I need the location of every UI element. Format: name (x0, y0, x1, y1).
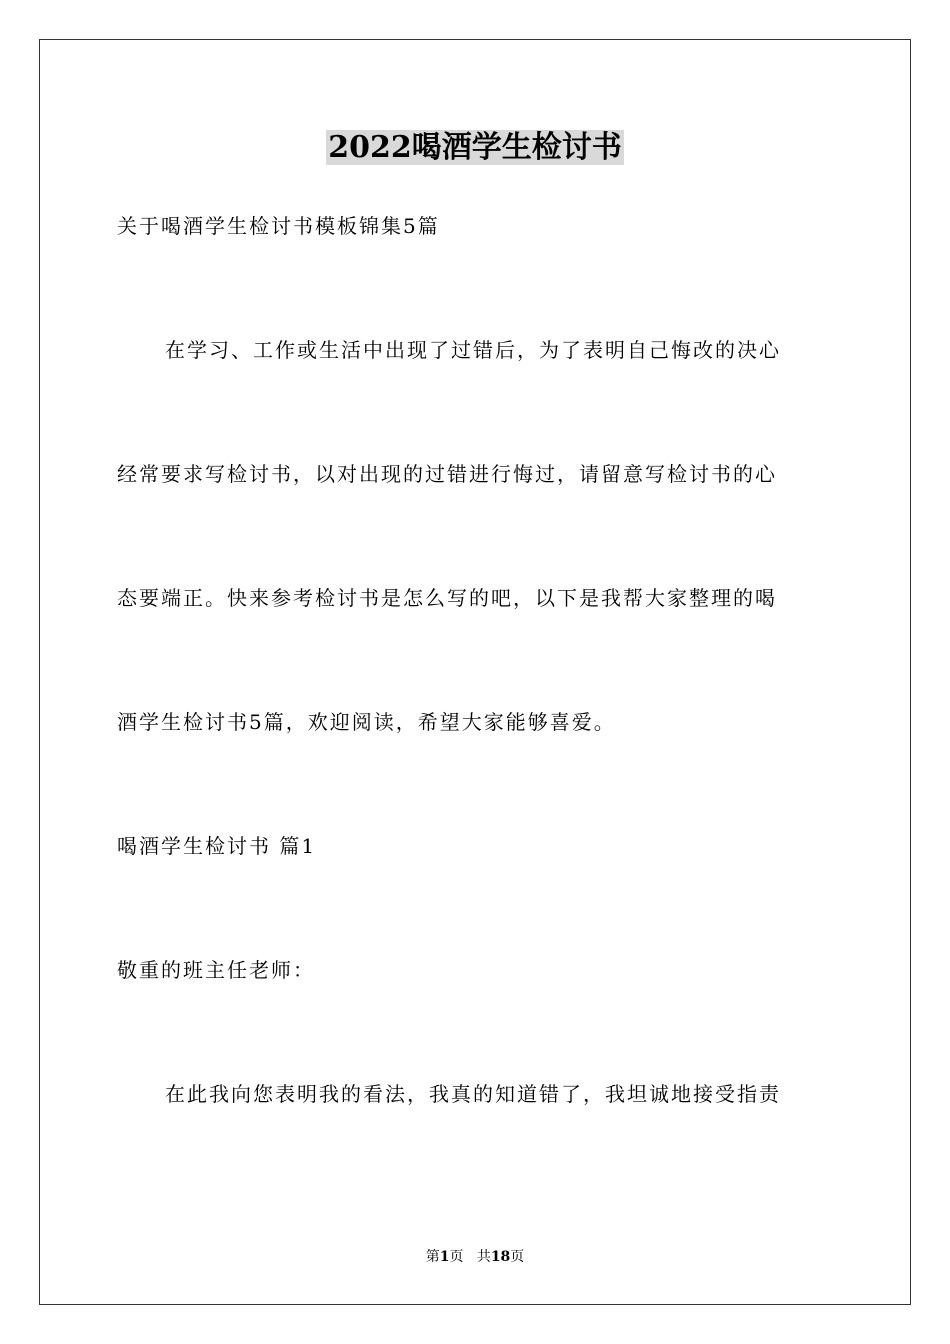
salutation: 敬重的班主任老师： (117, 958, 315, 982)
page-number: 1 (439, 1249, 450, 1265)
document-title-text: 2022喝酒学生检讨书 (328, 130, 622, 165)
section-heading: 喝酒学生检讨书 篇1 (117, 834, 317, 858)
paragraph-line: 酒学生检讨书5篇，欢迎阅读，希望大家能够喜爱。 (117, 710, 616, 734)
page-label-suffix: 页 (449, 1249, 464, 1265)
page-footer (0, 1247, 950, 1267)
paragraph-line: 经常要求写检讨书，以对出现的过错进行悔过，请留意写检讨书的心 (117, 462, 777, 486)
total-pages: 18 (490, 1249, 511, 1265)
paragraph-line: 在学习、工作或生活中出现了过错后，为了表明自己悔改的决心 (165, 338, 781, 362)
page-label-prefix: 第 (425, 1249, 440, 1265)
document-title (0, 126, 950, 170)
paragraph-line: 态要端正。快来参考检讨书是怎么写的吧，以下是我帮大家整理的喝 (117, 586, 777, 610)
total-label-prefix: 共 (476, 1249, 491, 1265)
total-label-suffix: 页 (510, 1249, 525, 1265)
subtitle-line: 关于喝酒学生检讨书模板锦集5篇 (117, 214, 440, 238)
paragraph-line: 在此我向您表明我的看法，我真的知道错了，我坦诚地接受指责 (165, 1082, 781, 1106)
